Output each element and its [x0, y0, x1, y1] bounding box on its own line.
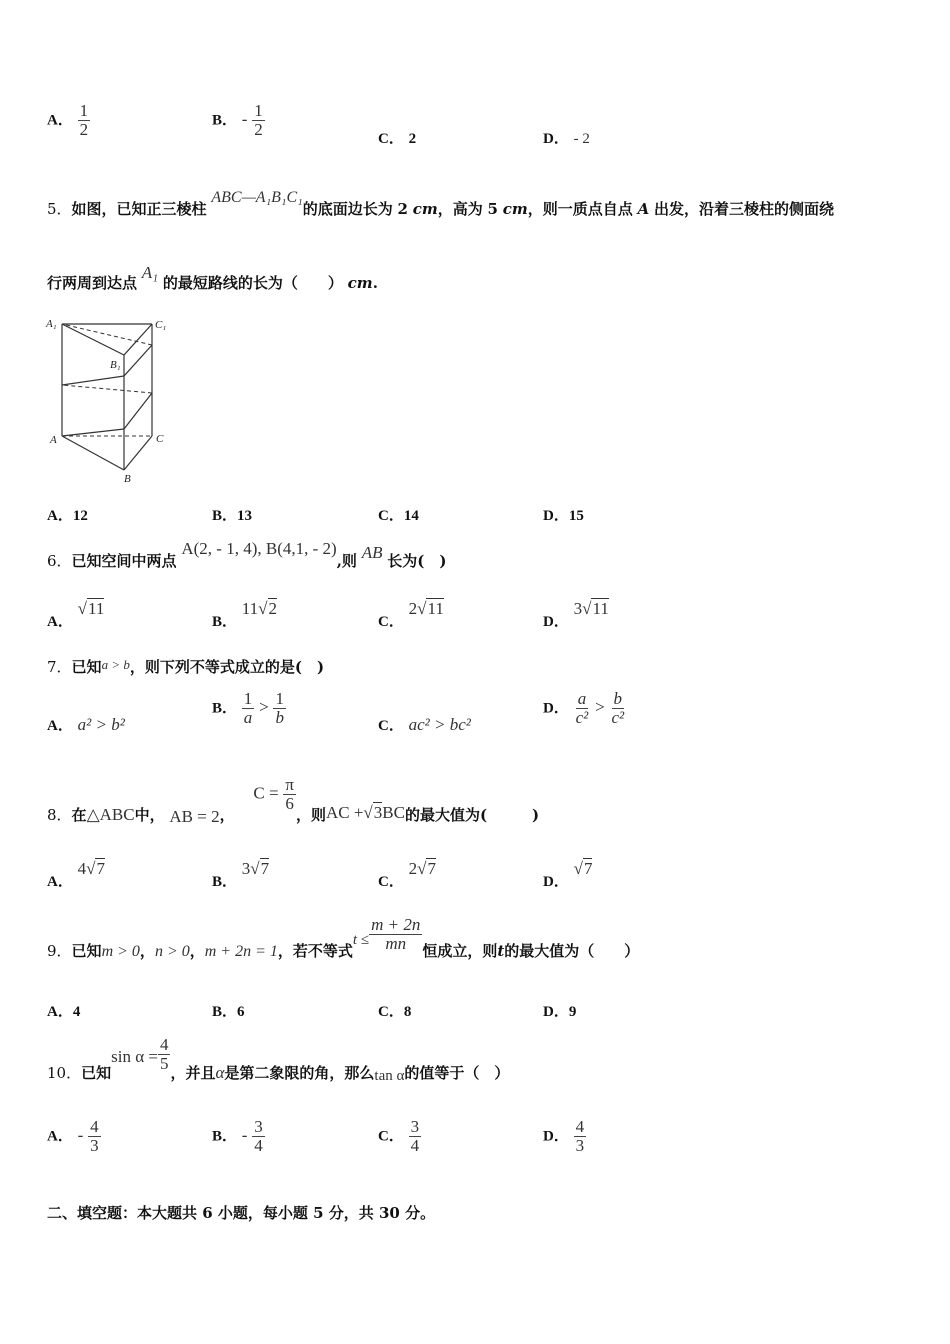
question-number: 8．	[47, 806, 72, 825]
question-number: 7．	[47, 658, 72, 676]
coefficient: 2	[408, 599, 418, 618]
denominator: 5	[159, 1053, 169, 1073]
hidden-path	[62, 385, 152, 393]
question-text: 的最大值为( )	[404, 806, 540, 825]
denominator: 3	[90, 1135, 99, 1155]
question-text: 已知空间中两点	[71, 552, 177, 570]
question-text: 在	[71, 806, 87, 825]
period: .	[372, 274, 378, 292]
fraction	[252, 102, 265, 139]
numerator: 1	[243, 689, 253, 708]
points-expression: A(2, - 1, 4), B(4,1, - 2)	[181, 539, 337, 558]
unit: cm	[412, 200, 438, 218]
q5-option-a: A．12	[47, 508, 88, 524]
q7-line	[47, 656, 324, 677]
denominator: a	[243, 707, 253, 727]
question-text: 如图，已知正三棱柱	[71, 200, 207, 218]
option-label: B．	[212, 874, 238, 890]
q9-line	[47, 915, 640, 961]
option-label: D．	[543, 874, 569, 890]
coefficient: 3	[241, 859, 251, 878]
option-label: C．	[378, 718, 404, 734]
q6-option-d	[543, 598, 609, 630]
point-a: A	[637, 200, 650, 218]
option-label: B．	[212, 614, 238, 630]
option-label: C．	[378, 1128, 404, 1145]
option-label: A．	[47, 1128, 73, 1145]
q8-option-c	[378, 858, 436, 890]
fraction	[88, 1118, 101, 1155]
sqrt-expression: 11√2	[241, 599, 278, 618]
sqrt-expression: 3√11	[573, 599, 609, 618]
sqrt-expression: 4√7	[77, 859, 105, 878]
q4-option-d	[543, 127, 590, 148]
question-text: ，则下列不等式成立的是( )	[129, 658, 325, 676]
option-label: D．	[543, 614, 569, 630]
radicand: 7	[96, 859, 105, 878]
label-a: A	[50, 434, 57, 446]
q4-option-c	[378, 127, 416, 148]
numerator: 4	[159, 1035, 169, 1054]
base-length: 2	[397, 200, 408, 218]
denominator: c²	[611, 707, 625, 727]
q5-option-d: D．15	[543, 508, 584, 524]
question-text: ，则	[295, 806, 326, 825]
tan-expression: tan α	[374, 1068, 405, 1085]
option-label: A．	[47, 614, 73, 630]
q10-option-b	[212, 1118, 265, 1155]
q10-line	[47, 1035, 510, 1085]
expr-part: AC +	[325, 803, 364, 823]
punctuation: ，	[139, 942, 155, 961]
q8-line	[47, 775, 540, 827]
coefficient: 11	[241, 599, 259, 618]
triangle: △ABC	[86, 805, 135, 825]
punctuation: ，	[219, 806, 235, 825]
path-segment	[124, 393, 152, 429]
sqrt-expression: √7	[573, 859, 593, 878]
prism-figure	[40, 312, 180, 488]
q9-option-a: A．4	[47, 1004, 81, 1020]
option-label: C．	[378, 874, 404, 890]
expr-part: BC	[382, 803, 405, 823]
option-label: A．	[47, 112, 73, 129]
q4-option-a	[47, 102, 90, 139]
radicand: 11	[427, 599, 444, 618]
fraction	[283, 776, 296, 813]
denominator: 4	[410, 1135, 420, 1155]
variable-t: t	[497, 942, 505, 961]
alpha: α	[215, 1063, 225, 1083]
sqrt-expression: √11	[77, 599, 105, 618]
numerator: 1	[254, 101, 263, 120]
radicand: 3	[373, 803, 383, 823]
inequality: ac² > bc²	[408, 715, 471, 734]
q9-option-c: C．8	[378, 1004, 412, 1020]
q5-line2	[47, 263, 378, 293]
greater-than: >	[595, 697, 605, 717]
angle-c-lhs: C =	[253, 783, 279, 803]
option-label: A．	[47, 874, 73, 890]
fraction	[574, 1118, 587, 1155]
option-label: C．	[378, 614, 404, 630]
option-label: B．	[212, 112, 238, 129]
option-label: D．	[543, 131, 569, 147]
hidden-path	[62, 324, 152, 345]
denominator: c²	[575, 707, 589, 727]
question-text: 已知	[71, 942, 102, 961]
question-text: 的最短路线的长为（ ）	[162, 274, 343, 292]
q8-option-a	[47, 858, 105, 890]
question-text: ，并且	[170, 1064, 216, 1083]
condition-m: m > 0	[101, 943, 140, 961]
coefficient: 4	[77, 859, 87, 878]
fraction	[242, 690, 255, 727]
question-text: 长为( )	[387, 552, 447, 570]
option-label: B．	[212, 700, 238, 717]
label-c: C	[156, 433, 164, 445]
question-text: 已知	[81, 1064, 112, 1083]
target-expression: AC +√3BC	[325, 803, 405, 823]
denominator: 2	[254, 119, 263, 139]
q6-option-a	[47, 598, 105, 630]
t-leq: t ≤	[352, 932, 370, 949]
question-text: 中，	[134, 806, 165, 825]
edge-bc	[124, 436, 152, 470]
question-text: ，高为	[437, 200, 483, 218]
radicand: 7	[260, 859, 270, 878]
q10-option-a	[47, 1118, 101, 1155]
numerator: 3	[410, 1117, 420, 1136]
fraction	[574, 690, 591, 727]
label-b: B	[124, 473, 131, 485]
question-text: 行两周到达点	[47, 274, 138, 292]
q5-line1	[47, 189, 834, 219]
question-text: ，则一质点自点	[527, 200, 633, 218]
q9-option-b: B．6	[212, 1004, 245, 1020]
q5-option-c: C．14	[378, 508, 419, 524]
question-number: 10．	[47, 1064, 82, 1083]
coefficient: 2	[408, 859, 418, 878]
fraction	[369, 916, 422, 953]
q6-option-c	[378, 598, 444, 630]
edge-ab	[62, 436, 124, 470]
numerator: 3	[254, 1117, 263, 1136]
sqrt-expression: 2√11	[408, 599, 444, 618]
sqrt-expression: 2√7	[408, 859, 436, 878]
option-label: B．	[212, 1128, 238, 1145]
fraction	[409, 1118, 422, 1155]
question-text: 的底面边长为	[302, 200, 393, 218]
label-a1: A₁	[46, 318, 57, 330]
label-b1: B₁	[110, 359, 121, 371]
q7-option-d	[543, 690, 626, 727]
question-text: 已知	[71, 658, 102, 676]
question-text: 出发，沿着三棱柱的侧面绕	[653, 200, 834, 218]
condition: a > b	[101, 657, 130, 672]
punctuation: ，	[189, 942, 205, 961]
prism-expression: ABC—A₁B₁C₁	[211, 189, 303, 206]
path-segment	[62, 429, 124, 436]
sqrt-expression: 3√7	[241, 859, 270, 878]
q8-option-b	[212, 858, 270, 890]
numerator: 1	[79, 101, 89, 120]
radicand: 7	[427, 859, 436, 878]
option-value: 2	[408, 131, 417, 147]
angle-c	[253, 776, 296, 813]
q9-option-d: D．9	[543, 1004, 577, 1020]
numerator: a	[577, 689, 587, 708]
fraction	[158, 1036, 171, 1073]
q5-option-b: B．13	[212, 508, 253, 524]
fraction	[609, 690, 626, 727]
numerator: π	[285, 775, 294, 794]
label-c1: C₁	[155, 319, 167, 331]
q8-option-d	[543, 858, 593, 890]
question-text: 的最大值为（ ）	[504, 942, 640, 961]
radicand: 7	[583, 859, 593, 878]
fraction	[273, 690, 286, 727]
option-label: C．	[378, 131, 404, 147]
question-text: ,则	[336, 552, 357, 570]
numerator: 1	[275, 689, 284, 708]
denominator: mn	[385, 933, 407, 953]
option-label: D．	[543, 1128, 569, 1145]
q10-option-d	[543, 1118, 586, 1155]
radicand: 2	[268, 599, 278, 618]
q6-option-b	[212, 598, 278, 630]
coefficient: 3	[573, 599, 583, 618]
edge-a1b1	[62, 324, 124, 355]
question-number: 6．	[47, 552, 72, 570]
question-text: ，若不等式	[277, 942, 353, 961]
question-number: 5．	[47, 200, 72, 218]
q10-option-c	[378, 1118, 421, 1155]
sin-expression: sin α =	[111, 1047, 158, 1067]
denominator: 4	[254, 1135, 263, 1155]
inequality: a² > b²	[77, 715, 125, 734]
option-label: D．	[543, 700, 569, 717]
question-text: 恒成立，则	[422, 942, 498, 961]
denominator: 2	[79, 119, 89, 139]
unit: cm	[347, 274, 373, 292]
numerator: b	[613, 689, 623, 708]
path-segment	[62, 376, 124, 385]
denominator: 6	[285, 793, 294, 813]
minus-sign: -	[241, 109, 248, 129]
radicand: 11	[592, 599, 609, 618]
minus-sign: -	[241, 1125, 248, 1145]
height-value: 5	[487, 200, 498, 218]
q7-option-a	[47, 714, 125, 735]
numerator: 4	[575, 1117, 585, 1136]
section-title: 二、填空题：本大题共 6 小题，每小题 5 分，共 30 分。	[47, 1204, 436, 1222]
question-number: 9．	[47, 942, 72, 961]
q6-line	[47, 539, 447, 571]
minus-sign: -	[77, 1125, 84, 1145]
numerator: 4	[90, 1117, 99, 1136]
segment-ab: AB	[361, 543, 383, 562]
unit: cm	[502, 200, 528, 218]
side-ab: AB = 2	[169, 807, 220, 827]
option-value: - 2	[573, 131, 590, 147]
condition-n: n > 0	[154, 943, 190, 961]
point-a1: A₁	[141, 263, 159, 282]
condition-sum: m + 2n = 1	[204, 943, 278, 961]
denominator: 3	[575, 1135, 585, 1155]
fraction	[252, 1118, 265, 1155]
fraction	[78, 102, 91, 139]
radicand: 11	[87, 599, 105, 618]
question-text: 的值等于（ ）	[404, 1064, 510, 1083]
numerator: m + 2n	[371, 915, 421, 934]
q7-option-c	[378, 714, 471, 735]
greater-than: >	[259, 697, 269, 717]
option-label: A．	[47, 718, 73, 734]
q7-option-b	[212, 690, 286, 727]
q4-option-b	[212, 102, 265, 139]
denominator: b	[275, 707, 284, 727]
question-text: 是第二象限的角，那么	[224, 1064, 375, 1083]
